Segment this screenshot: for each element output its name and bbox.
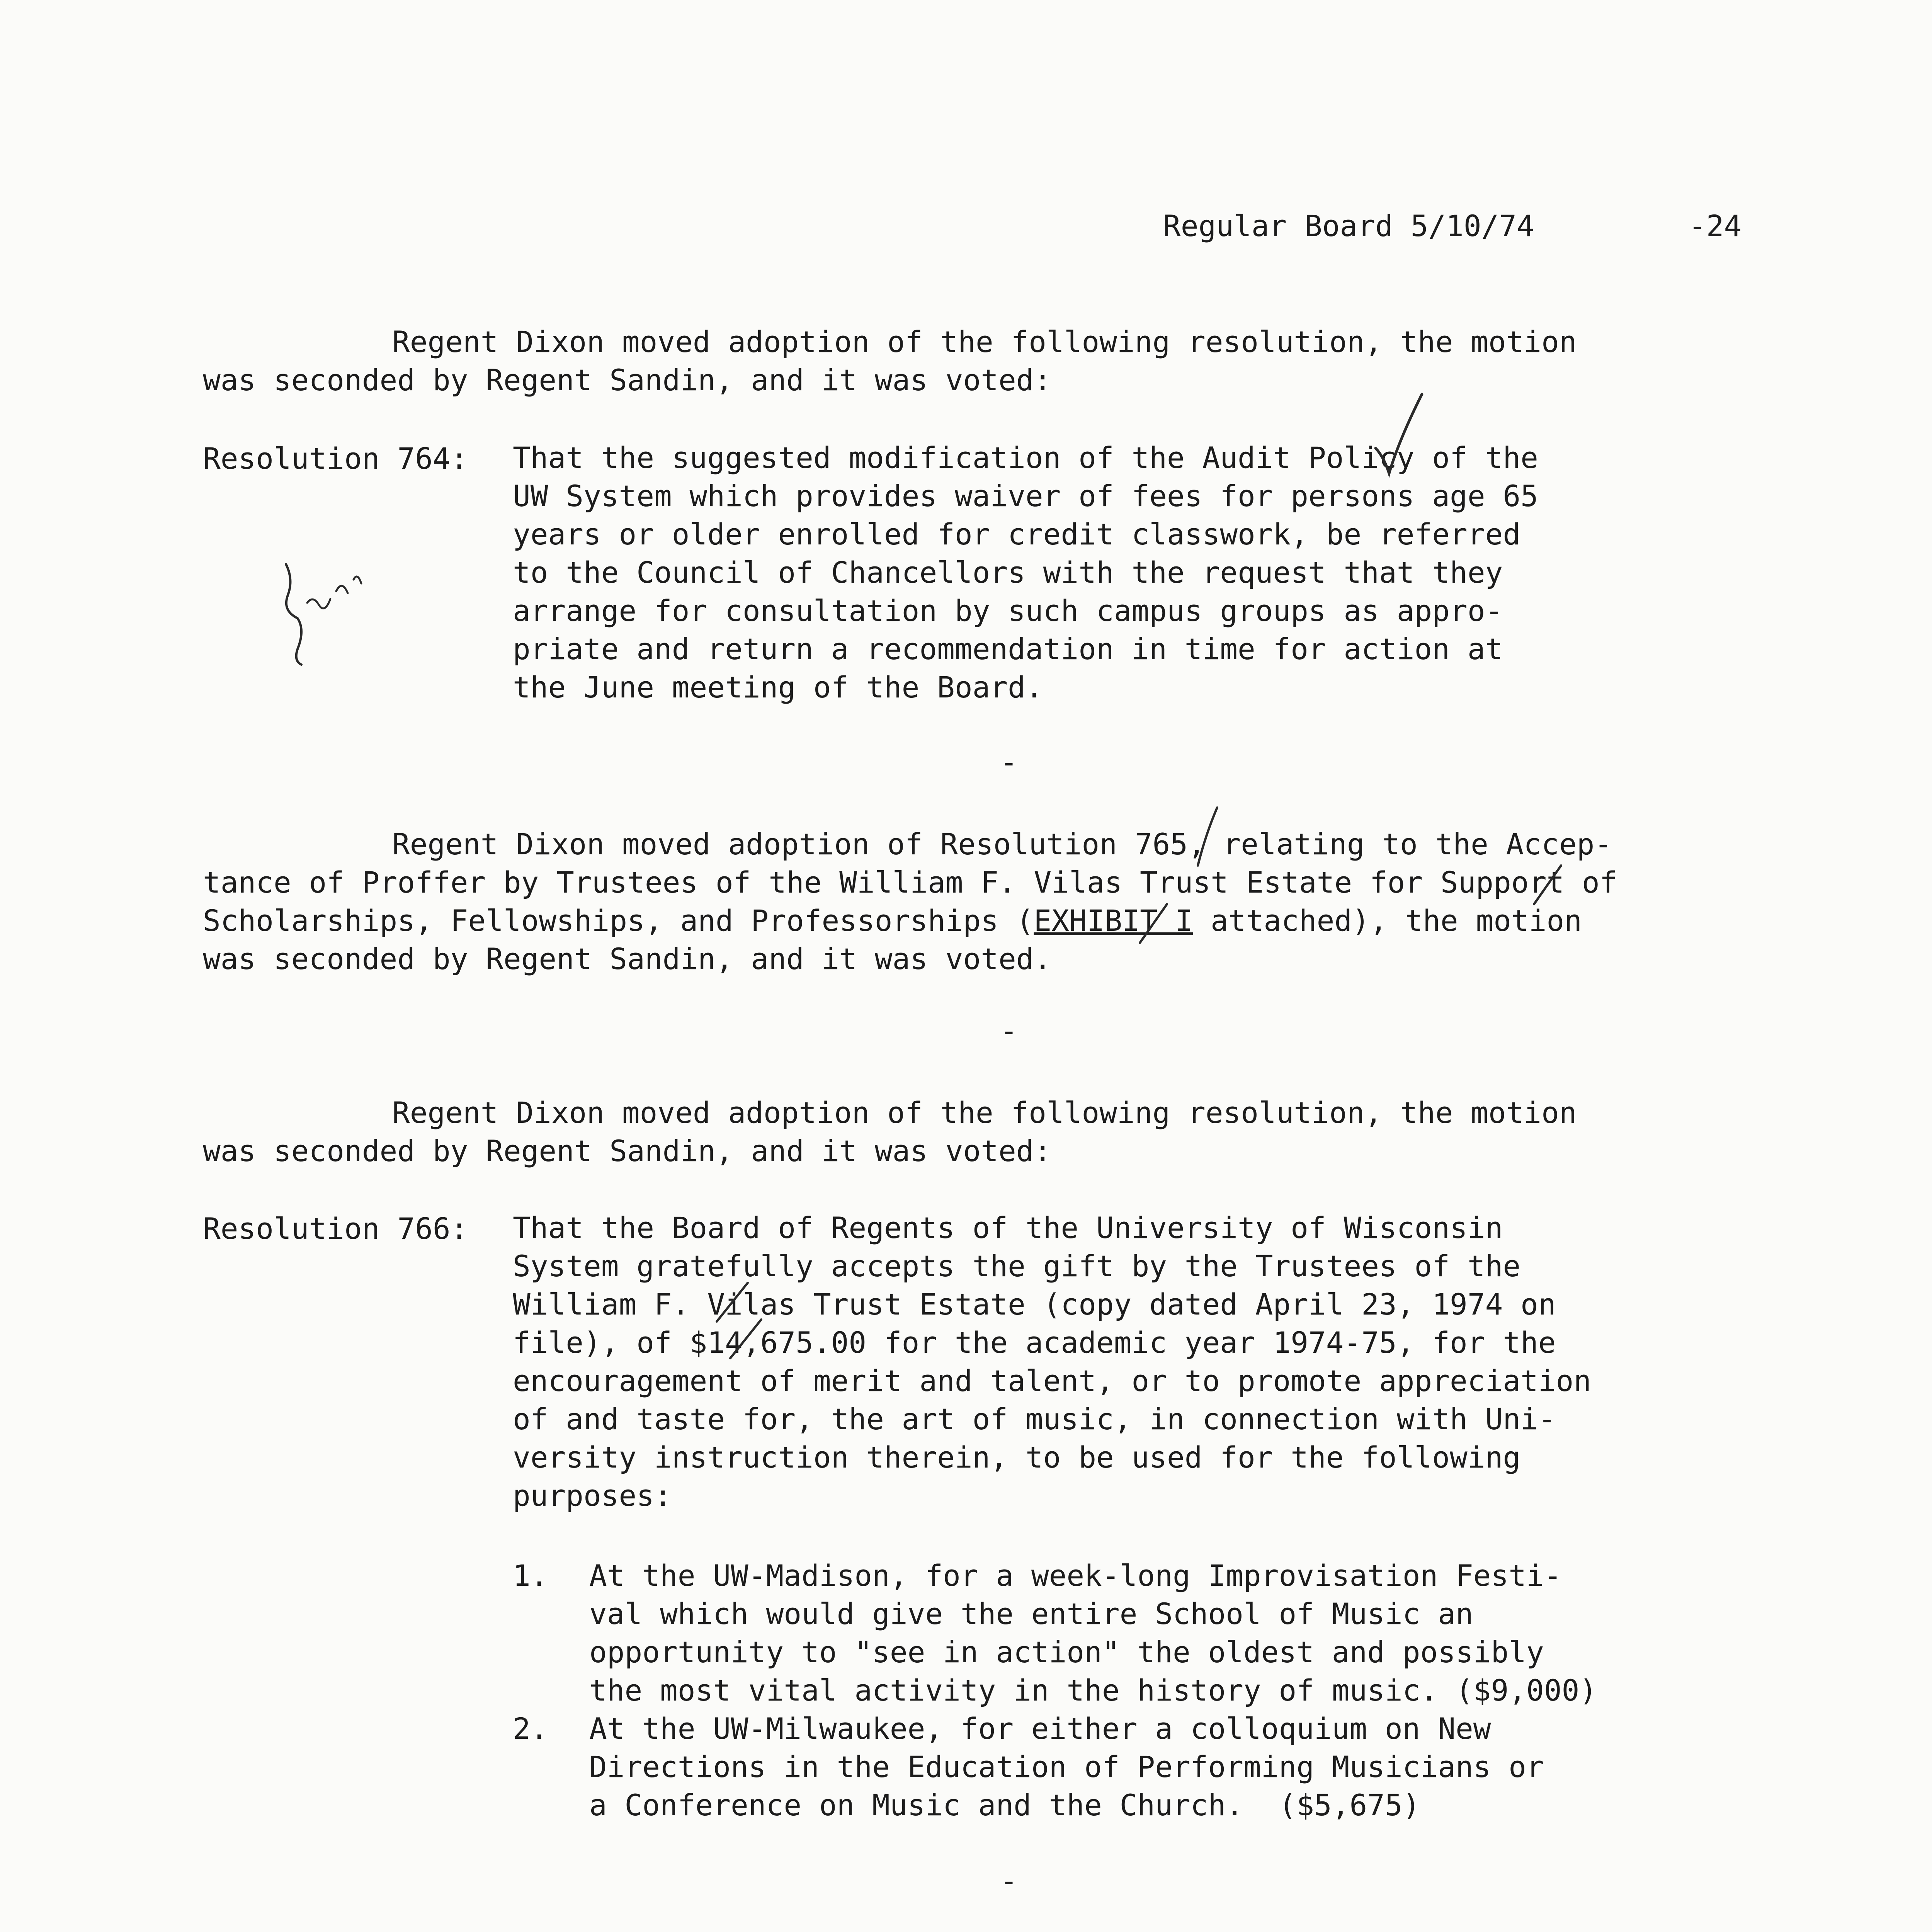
section2-line2: tance of Proffer by Trustees of the William F. Vilas Trust Estate for Support of [203,865,1617,900]
item-2-number: 2. [513,1711,548,1746]
resolution-766-line7: versity instruction therein, to be used for the following [513,1440,1521,1475]
section1-intro-line2: was seconded by Regent Sandin, and it was voted: [203,363,1052,397]
section2-line4: was seconded by Regent Sandin, and it was voted. [203,942,1052,976]
item-2-line2: Directions in the Education of Performing Musicians or [589,1750,1544,1784]
resolution-764-line1: That the suggested modification of the Audit Policy of the [513,440,1538,475]
page-header-title: Regular Board 5/10/74 [1163,209,1534,243]
section2-line3-a: Scholarships, Fellowships, and Professorships ( [203,903,1034,938]
separator-1: - [1000,745,1018,779]
checkmark-audit-icon [1368,390,1430,483]
resolution-766-line5: encouragement of merit and talent, or to promote appreciation [513,1364,1592,1398]
resolution-766-line4: file), of $14,675.00 for the academic year 1974-75, for the [513,1325,1556,1360]
resolution-766-line8: purposes: [513,1478,672,1513]
item-1-line4: the most vital activity in the history of music. ($9,000) [589,1673,1597,1708]
resolution-766-line1: That the Board of Regents of the University of Wisconsin [513,1211,1503,1245]
item-1-number: 1. [513,1558,548,1593]
resolution-764-label: Resolution 764: [203,441,468,476]
section2-line3 [203,901,1582,940]
resolution-766-label: Resolution 766: [203,1211,468,1246]
resolution-766-line2: System gratefully accepts the gift by the Trustees of the [513,1249,1521,1283]
item-2-line3: a Conference on Music and the Church. ($5,675) [589,1788,1420,1822]
section3-intro-line2: was seconded by Regent Sandin, and it was voted: [203,1134,1052,1168]
resolution-766-line3: William F. Vilas Trust Estate (copy dated April 23, 1974 on [513,1287,1556,1321]
resolution-764-line4: to the Council of Chancellors with the request that they [513,555,1503,590]
item-2-line1: At the UW-Milwaukee, for either a colloquium on New [589,1711,1491,1746]
slash-amount-icon [726,1316,765,1362]
page-header-number: -24 [1689,209,1742,243]
resolution-764-line5: arrange for consultation by such campus groups as appro- [513,594,1503,628]
marginal-initials-icon [270,556,371,672]
separator-2: - [1000,1014,1018,1048]
section3-intro-line1: Regent Dixon moved adoption of the following resolution, the motion [392,1095,1577,1130]
resolution-764-line6: priate and return a recommendation in time for action at [513,632,1503,666]
item-1-line1: At the UW-Madison, for a week-long Improvisation Festi- [589,1558,1562,1593]
resolution-764-line7: the June meeting of the Board. [513,670,1043,704]
separator-3: - [1000,1864,1018,1898]
exhibit-i-reference: EXHIBIT I [1034,903,1193,938]
slash-resolution-765-icon [1190,804,1225,869]
slash-exhibit-icon [1136,900,1171,947]
resolution-764-line3: years or older enrolled for credit classwork, be referred [513,517,1521,551]
item-1-line2: val which would give the entire School of Music an [589,1597,1473,1631]
section1-intro-line1: Regent Dixon moved adoption of the following resolution, the motion [392,325,1577,359]
resolution-766-line6: of and taste for, the art of music, in connection with Uni- [513,1402,1556,1436]
section2-line1: Regent Dixon moved adoption of Resolution 765, relating to the Accep- [392,827,1612,861]
section2-line3-b: attached), the motion [1193,903,1582,938]
resolution-764-line2: UW System which provides waiver of fees for persons age 65 [513,479,1538,513]
slash-vilas-765-icon [1530,862,1565,908]
item-1-line3: opportunity to "see in action" the oldest and possibly [589,1635,1544,1669]
